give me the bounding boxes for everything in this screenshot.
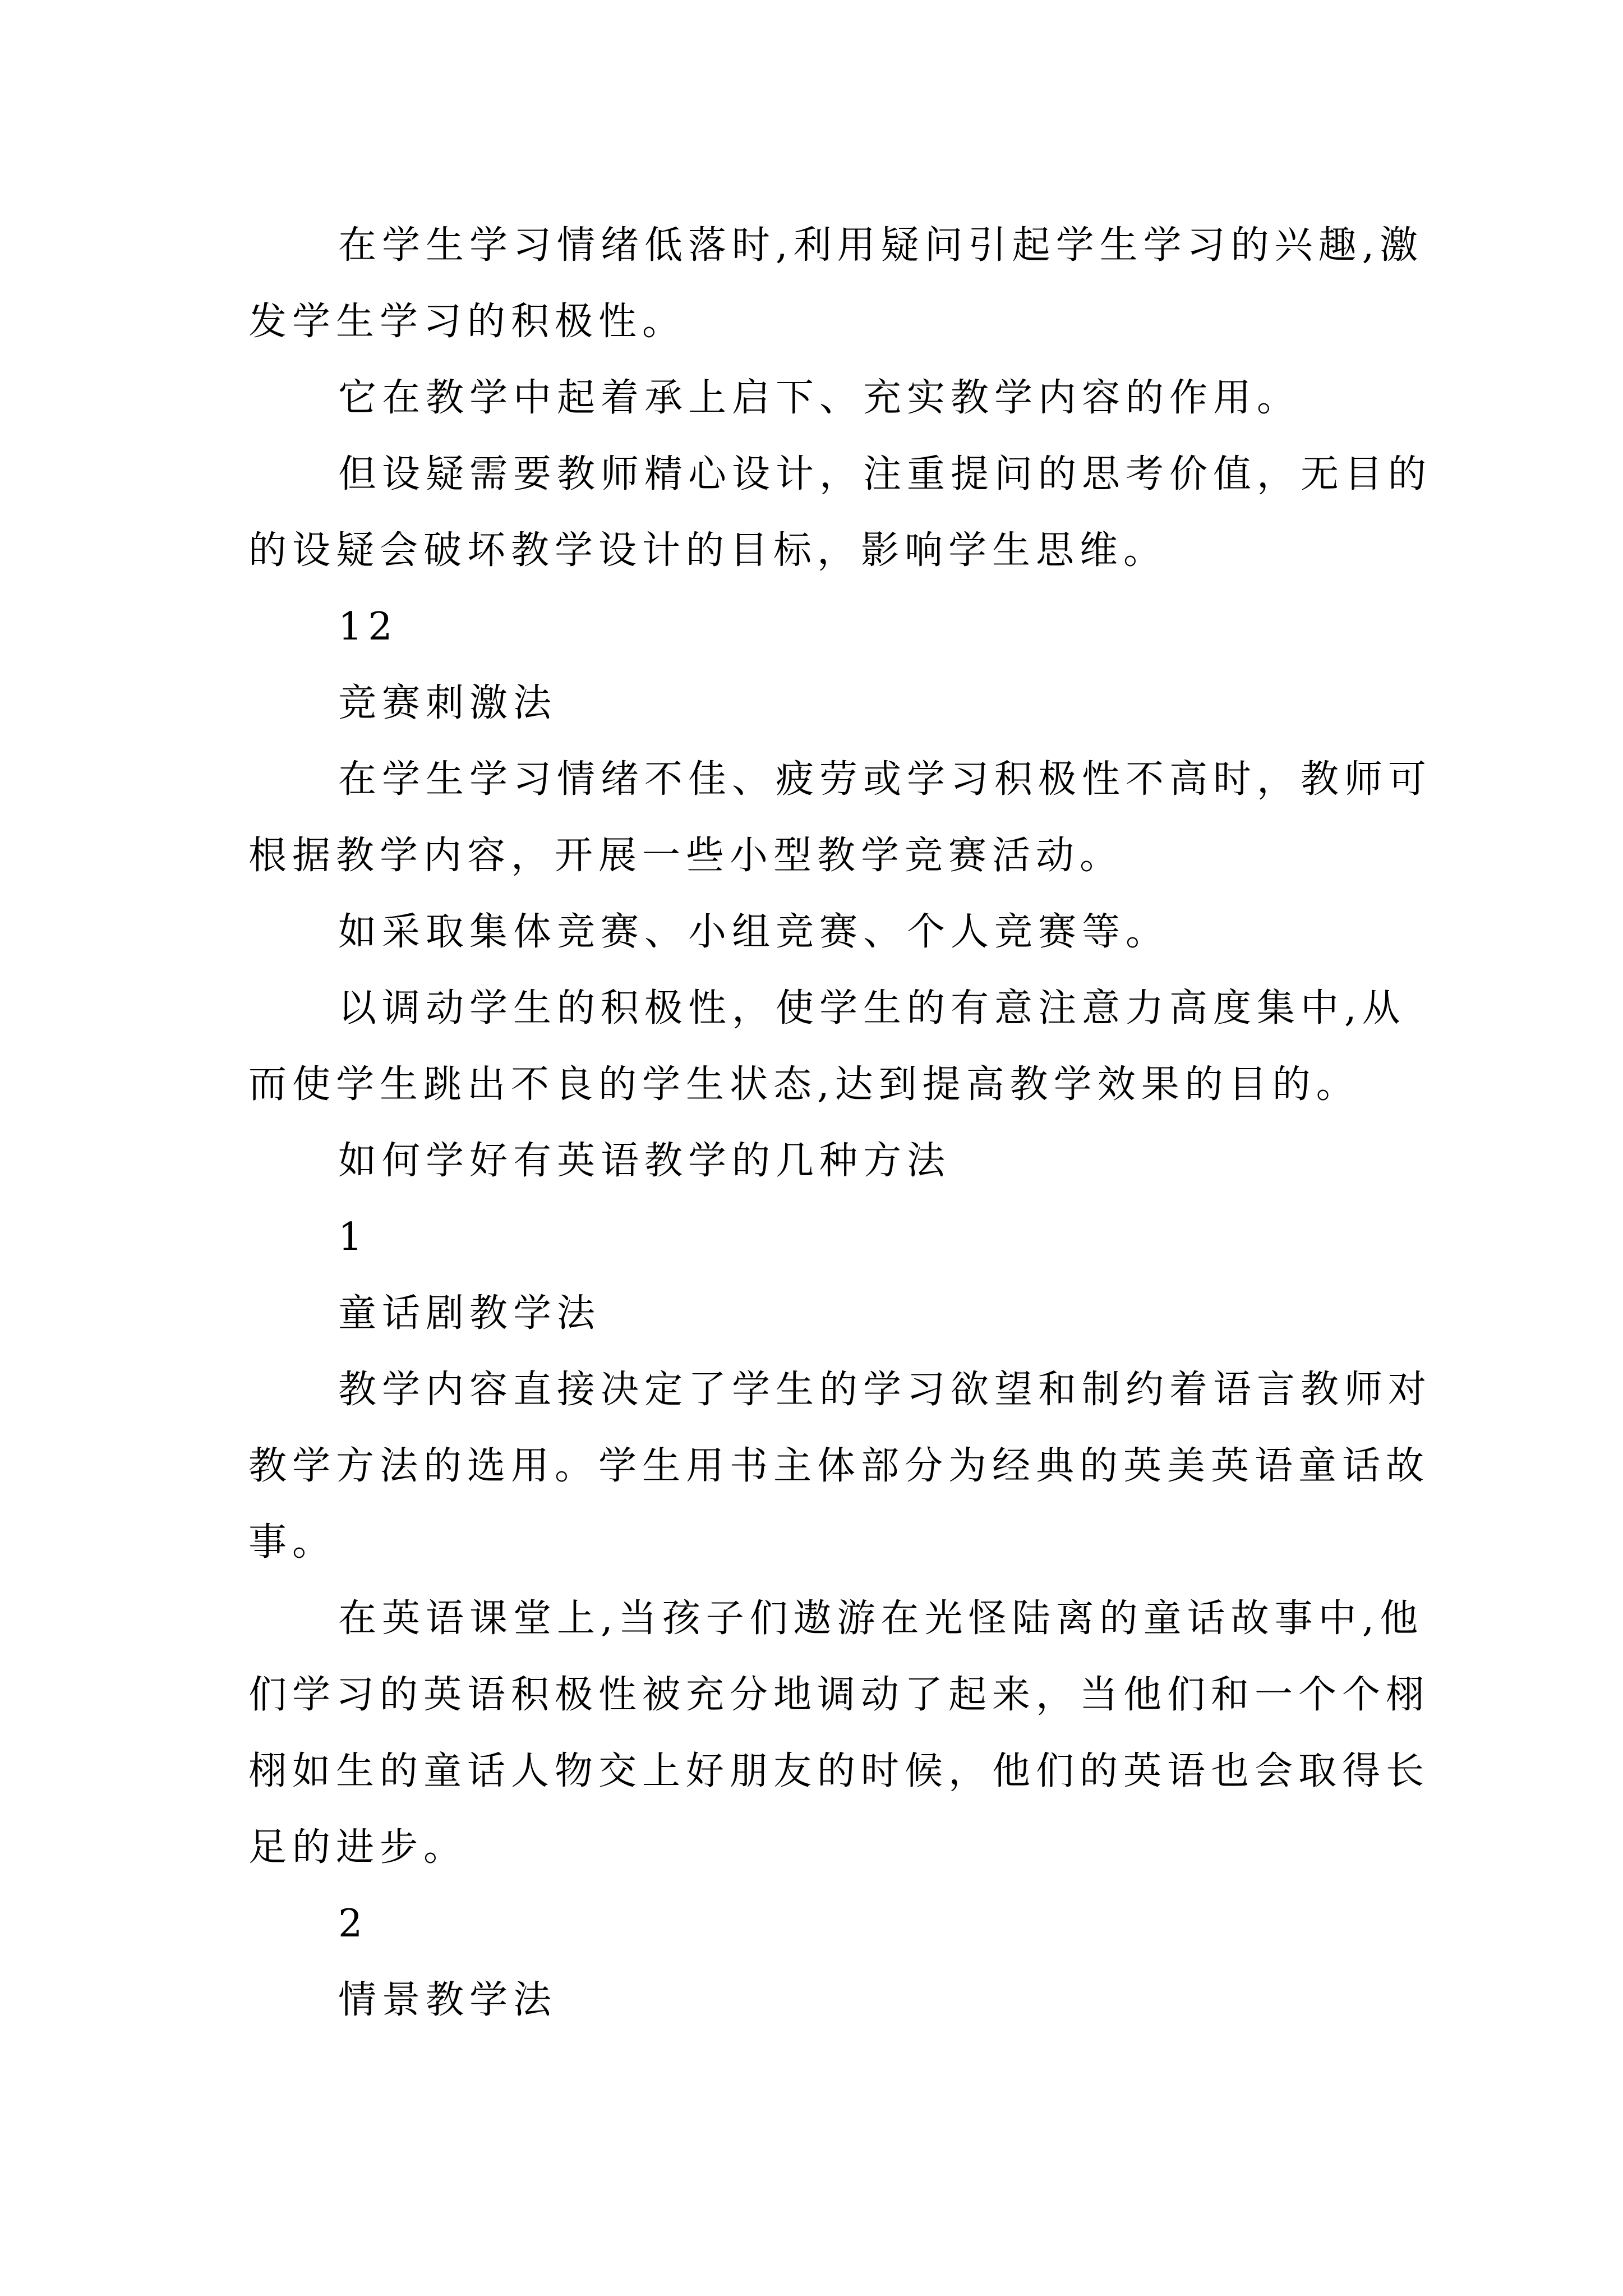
section-heading: 童话剧教学法 (338, 1291, 601, 1336)
paragraph: 在学生学习情绪低落时,利用疑问引起学生学习的兴趣,激发学生学习的积极性。 (248, 223, 1424, 344)
section-number: 12 (338, 605, 398, 649)
paragraph: 如采取集体竞赛、小组竞赛、个人竞赛等。 (338, 910, 1170, 954)
paragraph: 在学生学习情绪不佳、疲劳或学习积极性不高时，教师可根据教学内容，开展一些小型教学竞赛活动。 (248, 757, 1432, 878)
paragraph: 它在教学中起着承上启下、充实教学内容的作用。 (338, 376, 1301, 420)
section-number: 2 (338, 1902, 368, 1946)
paragraph: 但设疑需要教师精心设计，注重提问的思考价值，无目的的设疑会破坏教学设计的目标，影响学生思维。 (248, 452, 1432, 573)
section-number: 1 (338, 1215, 368, 1259)
section-heading: 竞赛刺激法 (338, 681, 557, 725)
section-heading: 情景教学法 (338, 1978, 557, 2022)
section-title: 如何学好有英语教学的几种方法 (338, 1139, 951, 1183)
document-body (248, 208, 1449, 2039)
paragraph: 在英语课堂上,当孩子们遨游在光怪陆离的童话故事中,他们学习的英语积极性被充分地调动了起来，当他们和一个个栩栩如生的童话人物交上好朋友的时候，他们的英语也会取得长足的进步。 (248, 1596, 1430, 1870)
paragraph: 教学内容直接决定了学生的学习欲望和制约着语言教师对教学方法的选用。学生用书主体部分为经典的英美英语童话故事。 (248, 1368, 1432, 1565)
paragraph: 以调动学生的积极性，使学生的有意注意力高度集中,从而使学生跳出不良的学生状态,达到提高教学效果的目的。 (248, 986, 1406, 1107)
